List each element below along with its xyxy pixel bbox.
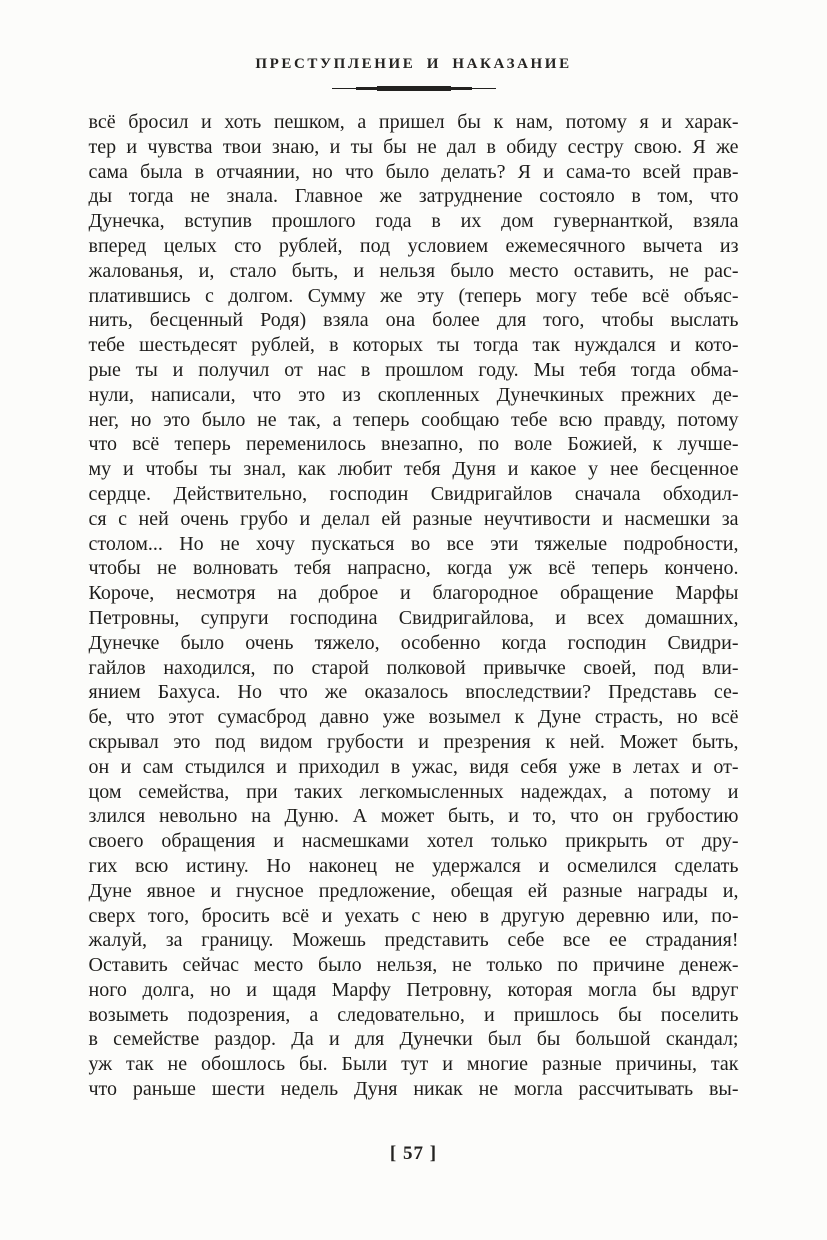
body-text bbox=[89, 110, 739, 1102]
text-line: чтобы не волновать тебя напрасно, когда уж всё теперь кончено. bbox=[88, 557, 739, 580]
text-line: нули, написали, что это из скопленных Дунечкиных прежних де- bbox=[88, 383, 739, 406]
text-line: платившись с долгом. Сумму же эту (теперь могу тебе всё объяс- bbox=[88, 284, 739, 307]
ornament-thick-line bbox=[377, 86, 451, 91]
text-line: что раньше шести недель Дуня никак не могла рассчитывать вы- bbox=[88, 1078, 739, 1101]
text-line: своего обращения и насмешками хотел только прикрыть от дру- bbox=[88, 830, 739, 853]
text-line: нить, бесценный Родя) взяла она более для того, чтобы выслать bbox=[88, 309, 739, 332]
text-line: жалуй, за границу. Можешь представить себе все ее страдания! bbox=[88, 929, 739, 952]
text-line: всё бросил и хоть пешком, а пришел бы к нам, потому я и харак- bbox=[88, 111, 739, 133]
text-line: в семействе раздор. Да и для Дунечки был бы большой скандал; bbox=[88, 1028, 739, 1051]
text-line: Оставить сейчас место было нельзя, не только по причине денеж- bbox=[88, 954, 739, 977]
text-line: тер и чувства твои знаю, и ты бы не дал в обиду сестру свою. Я же bbox=[88, 135, 739, 158]
text-line: вперед целых сто рублей, под условием ежемесячного вычета из bbox=[88, 234, 739, 257]
text-line: бе, что этот сумасброд давно уже возымел к Дуне страсть, но всё bbox=[88, 706, 739, 729]
text-line: он и сам стыдился и приходил в ужас, видя себя уже в летах и от- bbox=[88, 755, 739, 778]
page-number: [ 57 ] bbox=[389, 1142, 438, 1164]
text-line: цом семейства, при таких легкомысленных надеждах, а потому и bbox=[88, 780, 739, 803]
text-line: гих всю истину. Но наконец не удержался и осмелился сделать bbox=[88, 854, 739, 877]
text-line: гайлов находился, по старой полковой привычке своей, под вли- bbox=[88, 656, 739, 679]
text-line: Короче, несмотря на доброе и благородное обращение Марфы bbox=[88, 582, 739, 605]
text-line: сердце. Действительно, господин Свидригайлов сначала обходил- bbox=[88, 482, 739, 505]
text-line: жалованья, и, стало быть, и нельзя было место оставить, не рас- bbox=[88, 259, 739, 282]
text-line: ся с ней очень грубо и делал ей разные неучтивости и насмешки за bbox=[88, 507, 739, 530]
text-line: Дуне явное и гнусное предложение, обещая ей разные награды и, bbox=[88, 879, 739, 902]
text-line: злился невольно на Дуню. А может быть, и то, что он грубостию bbox=[88, 805, 739, 828]
running-header: ПРЕСТУПЛЕНИЕ И НАКАЗАНИЕ bbox=[255, 56, 572, 72]
text-line: сама была в отчаянии, но что было делать? Я и сама-то всей прав- bbox=[88, 160, 739, 183]
text-line: янием Бахуса. Но что же оказалось впоследствии? Представь се- bbox=[88, 681, 739, 704]
swelled-rule-icon bbox=[332, 85, 496, 92]
text-line: Дунечке было очень тяжело, особенно когда господин Свидри- bbox=[88, 631, 739, 654]
text-line: сверх того, бросить всё и уехать с нею в другую деревню или, по- bbox=[88, 904, 739, 927]
text-line: скрывал это под видом грубости и презрения к ней. Может быть, bbox=[88, 730, 739, 753]
text-line: нег, но это было не так, а теперь сообщаю тебе всю правду, потому bbox=[88, 408, 739, 431]
text-line: возыметь подозрения, а следовательно, и пришлось бы поселить bbox=[88, 1003, 739, 1026]
text-line: уж так не обошлось бы. Были тут и многие разные причины, так bbox=[88, 1053, 739, 1076]
text-line: му и чтобы ты знал, как любит тебя Дуня и какое у нее бесценное bbox=[88, 458, 739, 481]
text-line: рые ты и получил от нас в прошлом году. Мы тебя тогда обма- bbox=[88, 358, 739, 381]
text-line: ного долга, но и щадя Марфу Петровну, которая могла бы вдруг bbox=[88, 978, 739, 1001]
text-line: что всё теперь переменилось внезапно, по воле Божией, к лучше- bbox=[88, 433, 739, 456]
text-line: Петровны, супруги господина Свидригайлова, и всех домашних, bbox=[88, 606, 739, 629]
text-line: Дунечка, вступив прошлого года в их дом гувернанткой, взяла bbox=[88, 210, 739, 233]
text-line: столом... Но не хочу пускаться во все эти тяжелые подробности, bbox=[88, 532, 739, 555]
text-line: ды тогда не знала. Главное же затруднение состояло в том, что bbox=[88, 185, 739, 208]
text-line: тебе шестьдесят рублей, в которых ты тогда так нуждался и кото- bbox=[88, 334, 739, 357]
